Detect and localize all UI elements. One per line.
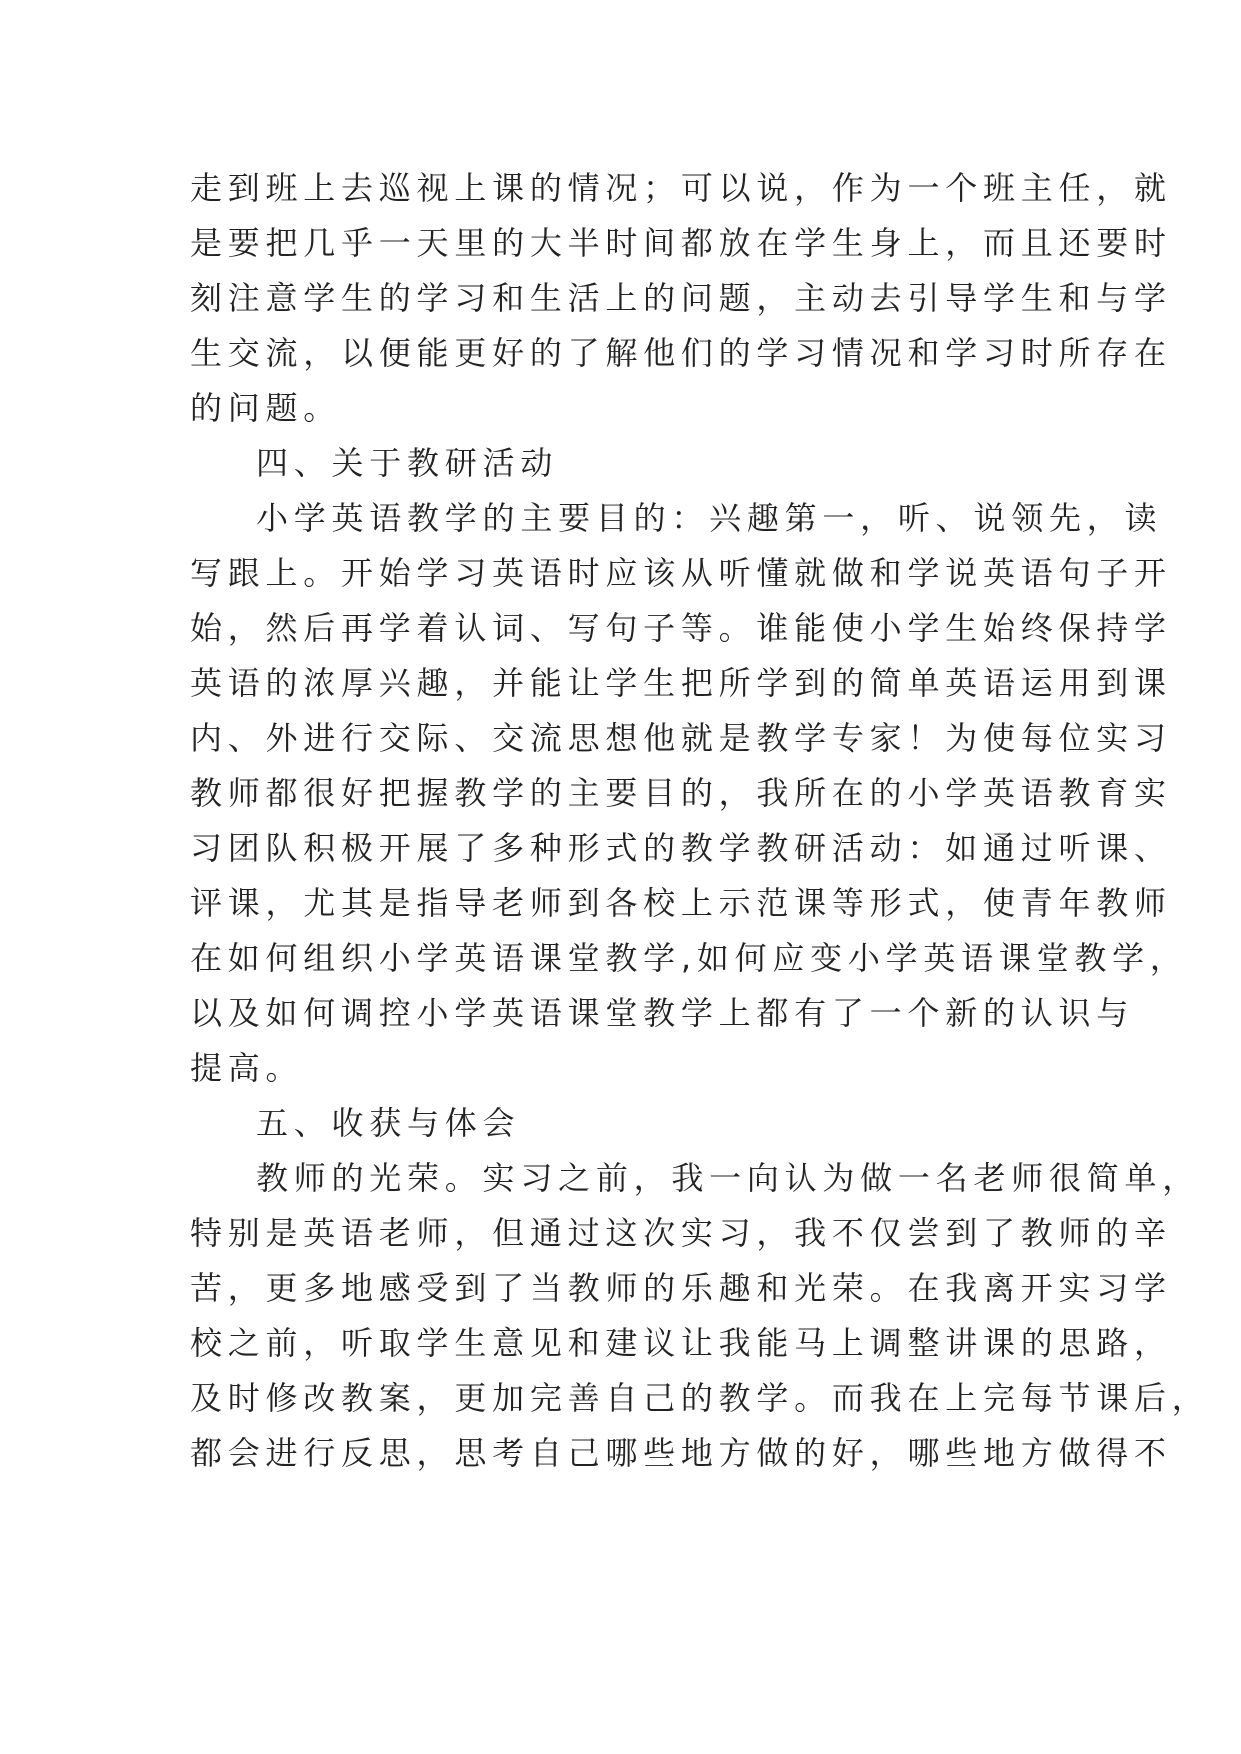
text-line: 英语的浓厚兴趣，并能让学生把所学到的简单英语运用到课 [190,664,1172,702]
text-line: 的问题。 [190,389,342,427]
text-line: 始，然后再学着认词、写句子等。谁能使小学生始终保持学 [190,609,1172,647]
text-line: 及时修改教案，更加完善自己的教学。而我在上完每节课后， [190,1379,1210,1417]
text-line: 走到班上去巡视上课的情况；可以说，作为一个班主任，就 [190,169,1172,207]
text-line: 内、外进行交际、交流思想他就是教学专家！为使每位实习 [190,719,1172,757]
text-line: 小学英语教学的主要目的：兴趣第一，听、说领先，读 [256,499,1163,537]
text-line: 特别是英语老师，但通过这次实习，我不仅尝到了教师的辛 [190,1214,1172,1252]
text-line: 写跟上。开始学习英语时应该从听懂就做和学说英语句子开 [190,554,1172,592]
text-line: 教师都很好把握教学的主要目的，我所在的小学英语教育实 [190,774,1172,812]
text-line: 都会进行反思，思考自己哪些地方做的好，哪些地方做得不 [190,1434,1172,1472]
text-line: 校之前，听取学生意见和建议让我能马上调整讲课的思路， [190,1324,1172,1362]
text-line: 在如何组织小学英语课堂教学,如何应变小学英语课堂教学， [190,939,1188,977]
text-line: 刻注意学生的学习和生活上的问题，主动去引导学生和与学 [190,279,1172,317]
text-line: 以及如何调控小学英语课堂教学上都有了一个新的认识与 [190,994,1135,1032]
section-heading-5: 五、收获与体会 [256,1104,521,1142]
text-line: 习团队积极开展了多种形式的教学教研活动：如通过听课、 [190,829,1172,867]
section-heading-4: 四、关于教研活动 [256,444,559,482]
text-line: 是要把几乎一天里的大半时间都放在学生身上，而且还要时 [190,224,1172,262]
text-line: 提高。 [190,1049,304,1087]
text-line: 评课，尤其是指导老师到各校上示范课等形式，使青年教师 [190,884,1172,922]
text-line: 教师的光荣。实习之前，我一向认为做一名老师很简单， [256,1159,1201,1197]
text-line: 生交流，以便能更好的了解他们的学习情况和学习时所存在 [190,334,1172,372]
text-line: 苦，更多地感受到了当教师的乐趣和光荣。在我离开实习学 [190,1269,1172,1307]
